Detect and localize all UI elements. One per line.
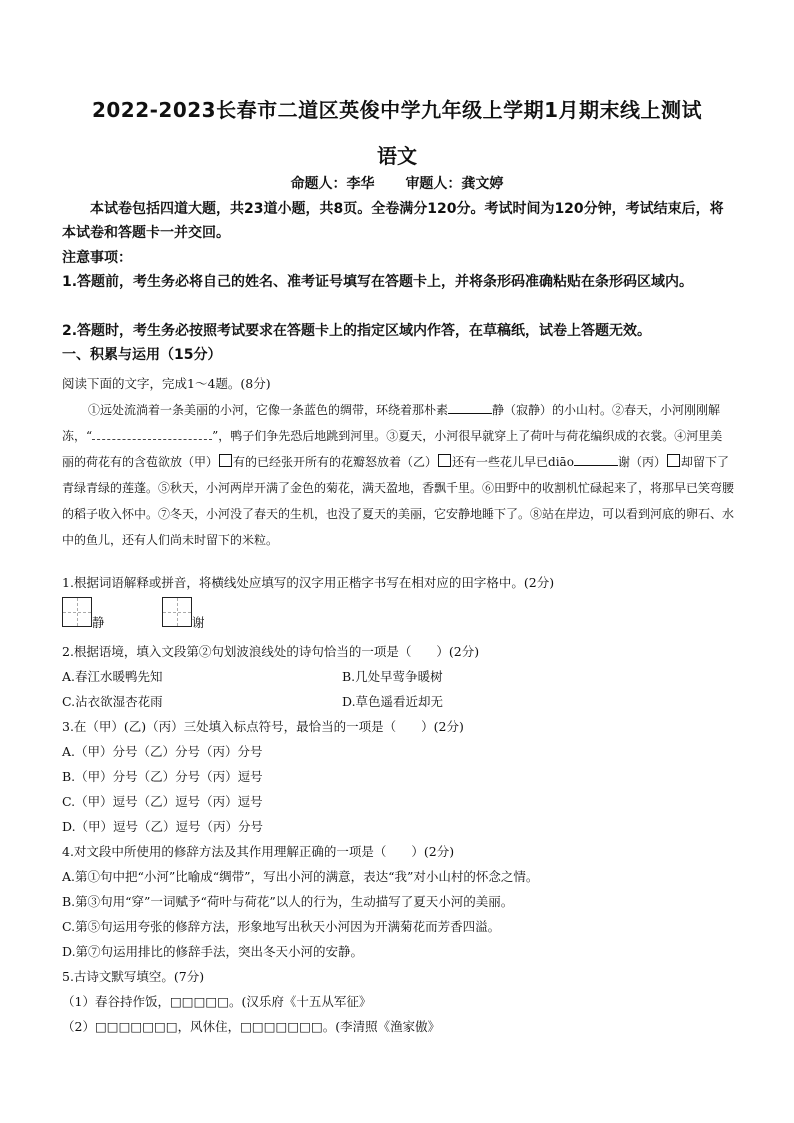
grid-label: 静 (92, 615, 105, 630)
exam-title: 2022-2023长春市二道区英俊中学九年级上学期1月期末线上测试 (91, 98, 703, 122)
punctuation-box (438, 454, 451, 467)
passage-text: 有的已经张开所有的花瓣怒放着（乙） (233, 455, 438, 469)
option-a: A.春江水暖鸭先知 (62, 669, 163, 684)
grid-label: 谢 (192, 615, 205, 630)
tianzige-grid (62, 597, 92, 627)
note-item: 2.答题时，考生务必按照考试要求在答题卡上的指定区域内作答，在草稿纸，试卷上答题无效。 (62, 323, 652, 339)
passage-text: 还有一些花儿早已diāo (452, 455, 574, 469)
question-3: 3.在（甲）(乙)（丙）三处填入标点符号，最恰当的一项是（ ）(2分) (62, 719, 464, 734)
blank-underline (448, 401, 492, 414)
question-5: 5.古诗文默写填空。(7分) (62, 969, 205, 984)
reading-passage (62, 397, 734, 553)
recitation-item: （2）□□□□□□□，风休住，□□□□□□□。(李清照《渔家傲》 (62, 1019, 441, 1034)
reviewer: 审题人：龚文婷 (405, 176, 504, 192)
reading-instruction: 阅读下面的文字，完成1～4题。(8分) (62, 376, 271, 391)
option-d: D.第⑦句运用排比的修辞手法，突出冬天小河的安静。 (62, 944, 364, 959)
blank-underline (574, 453, 618, 466)
passage-text: ①远处流淌着一条美丽的小河，它像一条蓝色的绸带，环绕着那朴素 (88, 403, 449, 417)
option-b: B.几处早莺争暖树 (342, 669, 443, 684)
question-1: 1.根据词语解释或拼音，将横线处应填写的汉字用正楷字书写在相对应的田字格中。(2分) (62, 575, 555, 590)
option-b: B.（甲）分号（乙）分号（丙）逗号 (62, 769, 263, 784)
punctuation-box (219, 454, 232, 467)
option-d: D.（甲）逗号（乙）逗号（丙）分号 (62, 819, 264, 834)
option-d: D.草色遥看近却无 (342, 694, 444, 709)
question-2: 2.根据语境，填入文段第②句划波浪线处的诗句恰当的一项是（ ）(2分) (62, 644, 480, 659)
subject-title: 语文 (377, 144, 417, 168)
passage-text: 却留下了青绿青绿的莲蓬。⑤秋天，小河两岸开满了金色的菊花，满天盈地，香飘千里。⑥田野中的收割机忙碌起来了，将那早已笑弯腰的稻子收入怀中。⑦冬天，小河没了春天的生机，也没了夏天的美丽，它安静地睡下了。⑧站在岸边，可以看到河底的卵石、水中的鱼儿，还有人们尚未时留下的米粒。 (62, 455, 735, 547)
passage-text: ”，鸭子们争先恐后地跳到河里。③夏天，小河很早就穿上了荷叶与荷花编织成的衣裳。④河里美丽的荷花有的含苞欲放（甲） (62, 429, 723, 469)
tianzige-grid (162, 597, 192, 627)
option-b: B.第③句用“穿”一词赋予“荷叶与荷花”以人的行为，生动描写了夏天小河的美丽。 (62, 894, 514, 909)
option-a: A.（甲）分号（乙）分号（丙）分号 (62, 744, 263, 759)
recitation-item: （1）春谷持作饭，□□□□□。(汉乐府《十五从军征》 (62, 994, 372, 1009)
composer: 命题人：李华 (290, 176, 375, 192)
punctuation-box (667, 454, 680, 467)
notes-heading: 注意事项： (62, 250, 132, 266)
question-4: 4.对文段中所使用的修辞方法及其作用理解正确的一项是（ ）(2分) (62, 844, 455, 859)
option-c: C.（甲）逗号（乙）逗号（丙）逗号 (62, 794, 263, 809)
option-c: C.沾衣欲湿杏花雨 (62, 694, 163, 709)
note-item: 1.答题前，考生务必将自己的姓名、准考证号填写在答题卡上，并将条形码准确粘贴在条形码区域内。 (62, 274, 694, 290)
option-c: C.第⑤句运用夸张的修辞方法，形象地写出秋天小河因为开满菊花而芳香四溢。 (62, 919, 501, 934)
wavy-blank (92, 427, 212, 440)
option-a: A.第①句中把“小河”比喻成“绸带”，写出小河的满意，表达“我”对小山村的怀念之情。 (62, 869, 539, 884)
passage-text: 静（寂静）的小山村。②春天，小河刚刚解冻，“ (62, 403, 721, 443)
passage-text: 谢（丙） (617, 455, 666, 469)
exam-intro: 本试卷包括四道大题，共23道小题，共8页。全卷满分120分。考试时间为120分钟，考试结束后，将本试卷和答题卡一并交回。 (62, 201, 724, 241)
authors-line (60, 173, 734, 193)
section-heading: 一、积累与运用（15分） (62, 347, 222, 363)
